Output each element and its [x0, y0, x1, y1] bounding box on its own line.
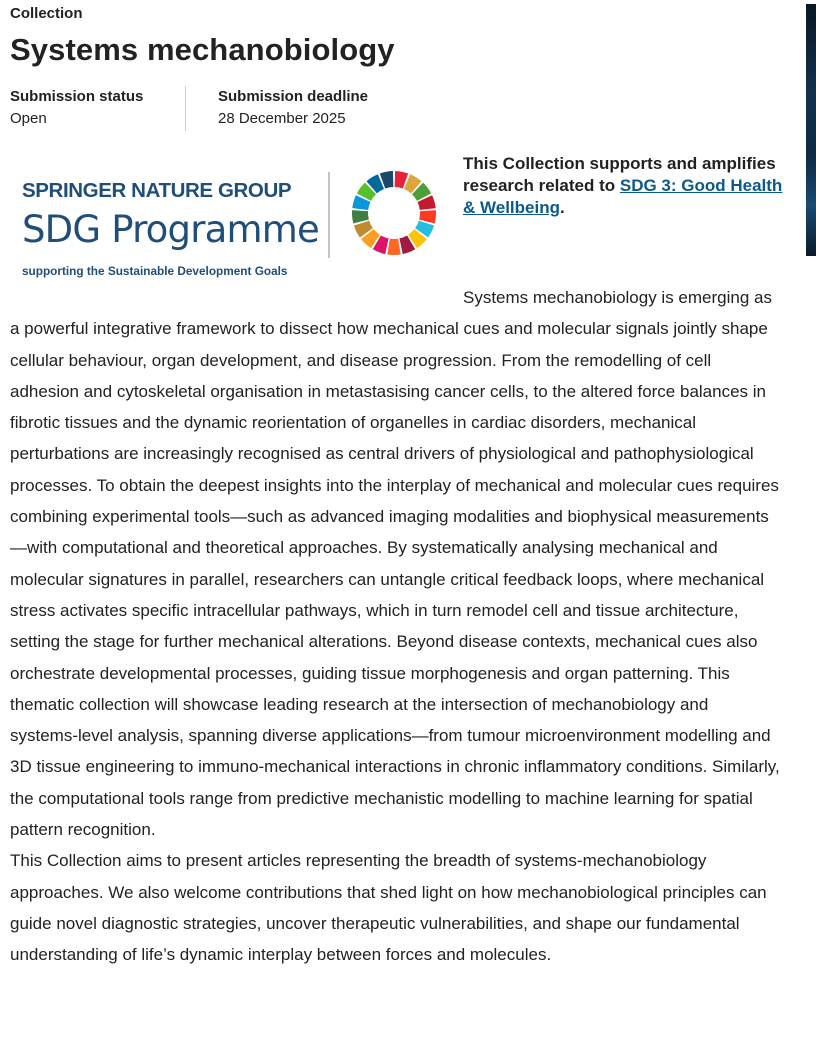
description-paragraph-1-text: Systems mechanobiology is emerging as a powerful integrative framework to dissect how mechanical cues and molecular signals jointly shape cellular behaviour, organ development, and disease progression. From the remodelling of cell adhesion and cytoskeletal organisation in metastasising cancer cells, to the altered force balances in fibrotic tissues and the dynamic reorientation of organelles in cardiac disorders, mechanical perturbations are increasingly recognised as central drivers of physiological and pathophysiological processes. To obtain the deepest insights into the interplay of mechanical and molecular cues requires combining experimental tools—such as advanced imaging modalities and biophysical measurements—with computational and theoretical approaches. By systematically analysing mechanical and molecular signatures in parallel, researchers can untangle critical feedback loops, where mechanical stress activates specific intracellular pathways, which in turn remodel cell and tissue architecture, setting the stage for further mechanical alterations. Beyond disease contexts, mechanical cues also orchestrate developmental processes, guiding tissue morphogenesis and organ patterning. This thematic collection will showcase leading research at the intersection of mechanobiology and systems-level analysis, spanning diverse applications—from tumour microenvironment modelling and 3D tissue engineering to immuno-mechanical interactions in chronic inflammatory conditions. Similarly, the computational tools range from predictive mechanistic modelling to machine learning for spatial pattern recognition. [10, 288, 780, 840]
submission-status [10, 86, 143, 129]
sdg-wheel-icon [352, 171, 436, 255]
submission-info [10, 86, 510, 132]
submission-deadline-label: Submission deadline [218, 88, 369, 105]
cover-image-edge [806, 4, 816, 256]
sdg-logo-line3: supporting the Sustainable Development Goals [22, 264, 288, 278]
sdg-wheel-segment [419, 210, 436, 223]
collection-description [10, 282, 780, 971]
sdg-support-prefix: This Collection supports and amplifies research related to [463, 154, 776, 195]
sdg3-link[interactable]: SDG 3: Good Health & Wellbeing [463, 176, 783, 217]
submission-deadline [218, 86, 368, 129]
submission-status-label: Submission status [10, 88, 144, 105]
submission-status-value: Open [10, 110, 47, 127]
sdg-programme-logo [22, 170, 442, 285]
submission-deadline-value: 28 December 2025 [218, 110, 346, 127]
sdg-wheel-segment [352, 210, 369, 223]
sdg-logo-line2: SDG Programme [22, 208, 319, 251]
description-paragraph-2: This Collection aims to present articles representing the breadth of systems-mechanobiology approaches. We also welcome contributions that shed light on how mechanobiological principles can guide novel diagnostic strategies, uncover therapeutic vulnerabilities, and shape our fundamental understanding of life’s dynamic interplay between forces and molecules. [10, 851, 767, 965]
sdg-wheel-segment [387, 239, 400, 255]
sdg-support-suffix: . [559, 198, 565, 217]
page-title: Systems mechanobiology [10, 32, 395, 67]
description-paragraph-1 [10, 282, 780, 845]
sdg-support-note [463, 153, 783, 219]
collection-kicker: Collection [10, 5, 83, 22]
status-divider [185, 86, 186, 131]
sdg-logo-line1: SPRINGER NATURE GROUP [22, 179, 292, 202]
